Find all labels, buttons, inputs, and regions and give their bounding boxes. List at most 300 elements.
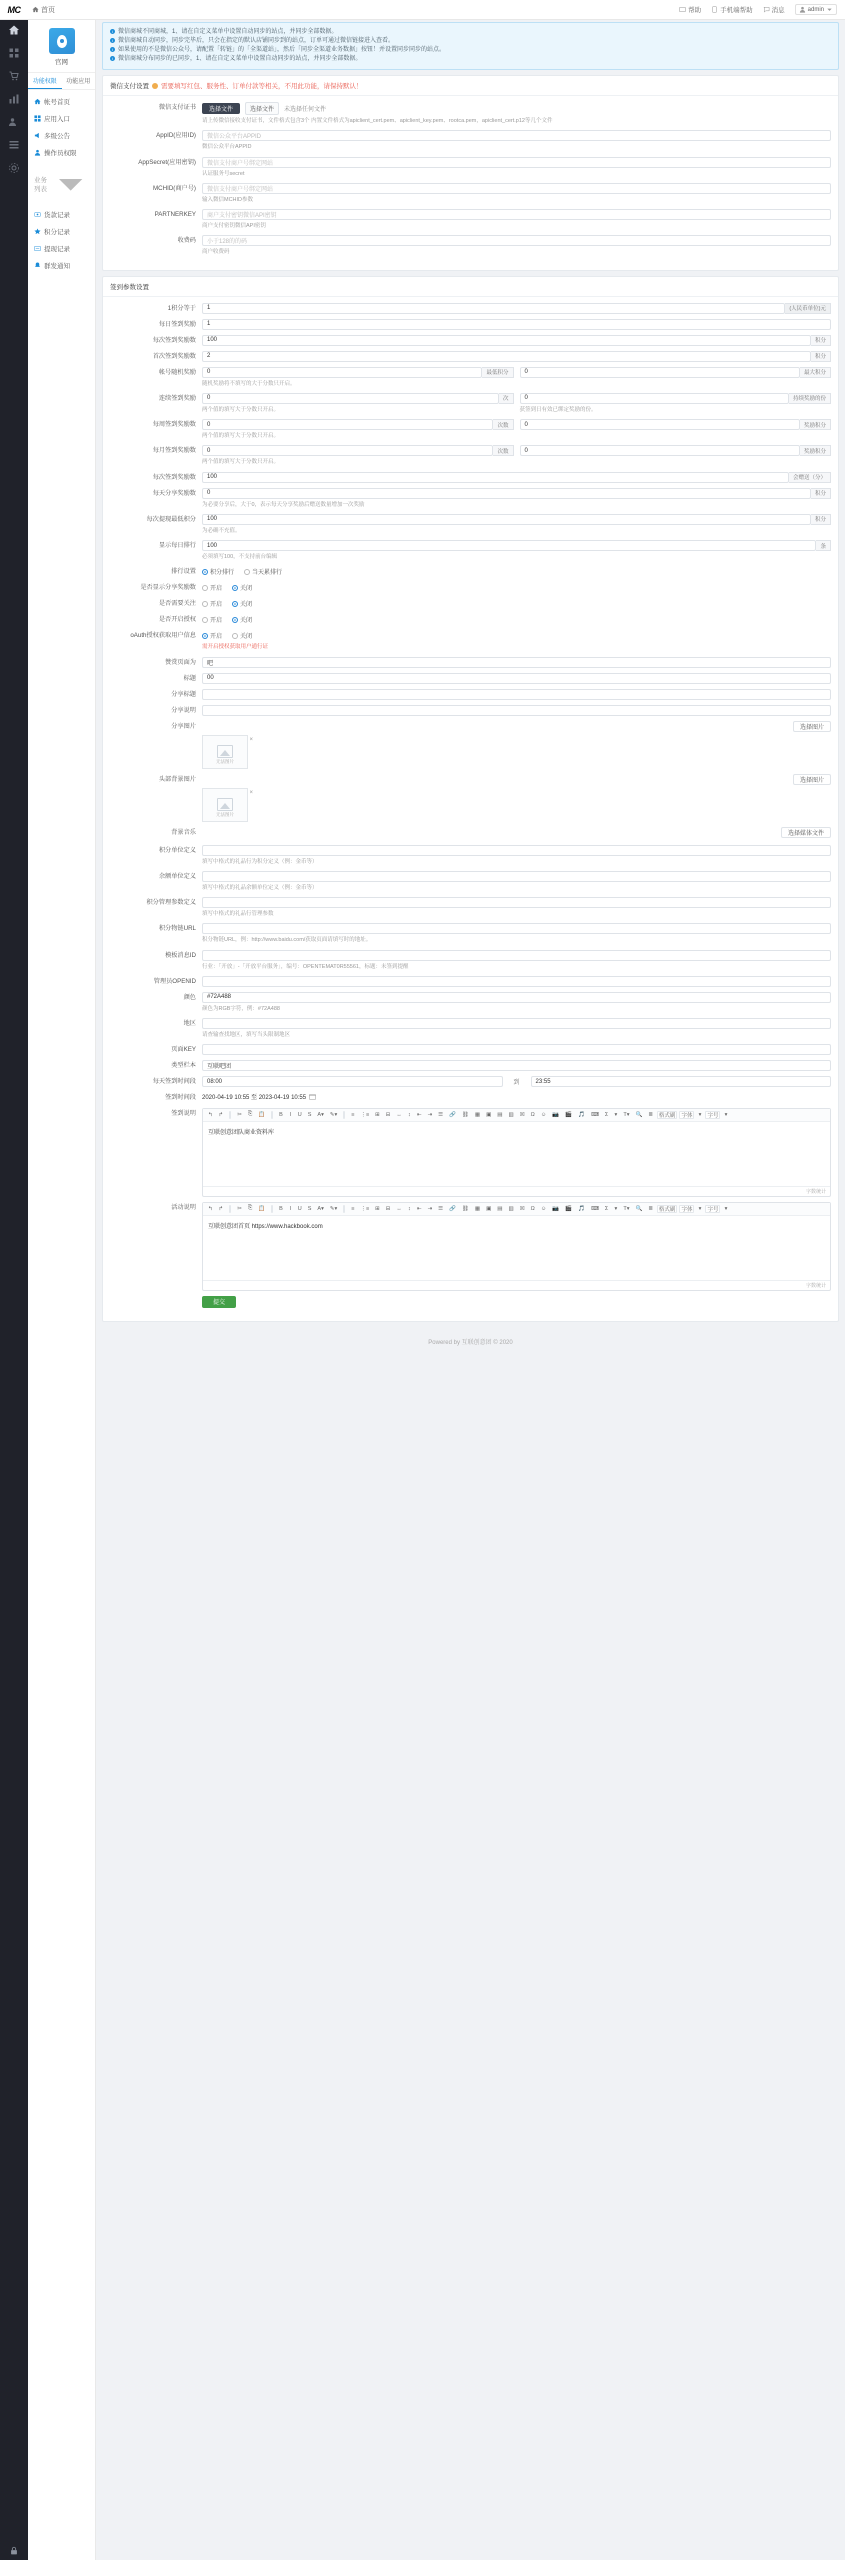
input-balance-unit[interactable]: [202, 871, 831, 882]
search-icon[interactable]: 🔍: [635, 1111, 643, 1118]
mchid-label: MCHID(商户号): [153, 184, 196, 192]
label-header-image: 头部背景图片: [158, 775, 196, 783]
panel-title: 微信支付设置: [110, 83, 149, 90]
formula-icon[interactable]: Σ: [604, 1205, 609, 1212]
choose-header-image-button[interactable]: 选择图片: [793, 774, 831, 785]
hint-share-reward: 为必要分享后，大于0，表示每天分享奖励后赠送数量增加一次奖励: [202, 501, 365, 508]
align-right-icon[interactable]: ⇥: [427, 1111, 433, 1118]
italic-icon[interactable]: I: [289, 1205, 292, 1212]
indent-increase-icon[interactable]: ⊞: [375, 1205, 380, 1212]
list-icon[interactable]: ⋮≡: [360, 1111, 370, 1118]
label-region: 地区: [183, 1020, 196, 1027]
italic-icon[interactable]: I: [289, 1111, 292, 1118]
input-continuous-reward[interactable]: 0: [520, 393, 789, 404]
paragraph-icon[interactable]: T▾: [623, 1111, 630, 1118]
label-continuous-reward: 连续签到奖励: [158, 394, 196, 402]
appsecret-input[interactable]: 微信支付商户号绑定网站: [202, 157, 831, 168]
appid-input[interactable]: 微信公众平台APPID: [202, 130, 831, 141]
sidebar-item-announce[interactable]: 多级公告: [28, 127, 95, 144]
label-admin-openid: 管理员OPENID: [153, 977, 196, 985]
row-share-desc: [110, 705, 831, 716]
table-icon[interactable]: ▦: [474, 1111, 481, 1118]
table-icon[interactable]: ▦: [474, 1205, 481, 1212]
radio-oauth-on[interactable]: 开启: [202, 631, 222, 640]
redo-icon[interactable]: ↱: [218, 1111, 224, 1118]
sidebar-item-broadcast[interactable]: 群发通知: [28, 257, 95, 274]
hint-continuous-2: 获签到日有效已绑定奖励的份。: [519, 406, 597, 413]
hint-points-unit: 填写中格式的礼品行为积分定义（例：金币等）: [202, 858, 318, 865]
chevron-down-icon[interactable]: ▾: [724, 1205, 728, 1212]
spacing-icon[interactable]: ↕: [408, 1205, 411, 1212]
hint-random-reward: 随机奖励将不填写的大于分数只开启。: [202, 380, 296, 387]
row-daily-time-range: [110, 1076, 831, 1087]
label-min-withdraw: 每次提现最低积分: [146, 515, 196, 523]
label-weekly-reward: 每周签到奖励数: [152, 421, 196, 428]
partnerkey-input[interactable]: 商户支付密钥微信API密钥: [202, 209, 831, 220]
label-gift-reward: 每次签到奖励数: [152, 473, 196, 481]
params-panel-title: 签到参数设置: [103, 277, 838, 297]
money-icon: [34, 211, 41, 218]
input-point-value[interactable]: 1: [202, 303, 785, 314]
hint-points-url: 积分物链URL，例：http://www.baidu.com/获取页面请填写时的地址。: [202, 937, 372, 944]
radio-follow-on[interactable]: 开启: [202, 599, 222, 608]
input-random-min[interactable]: 0: [202, 367, 482, 378]
addon-point-value: (人民币单位)元: [785, 303, 831, 314]
sidebar-item-payment-records[interactable]: 货款记录: [28, 206, 95, 223]
choose-media-button[interactable]: 选择媒体文件: [781, 827, 831, 838]
strikethrough-icon[interactable]: S: [307, 1111, 312, 1118]
insert-video-icon[interactable]: 🎬: [565, 1205, 573, 1212]
sidebar-item-home[interactable]: 帐号首页: [28, 93, 95, 110]
input-type-name[interactable]: 互联吧团: [202, 1060, 831, 1071]
row-enable-auth: [110, 614, 831, 625]
underline-icon[interactable]: U: [297, 1111, 302, 1118]
input-points-unit[interactable]: [202, 845, 831, 856]
choose-file-button[interactable]: 选择文件: [245, 102, 279, 115]
row-point-value: [110, 303, 831, 314]
rail-settings-icon[interactable]: [8, 162, 20, 174]
hint-oauth: 需开启授权获取用户通行证: [202, 644, 269, 651]
chevron-down-icon: [52, 165, 89, 202]
admin-menu[interactable]: admin: [795, 4, 837, 15]
emoji-icon[interactable]: ☺: [540, 1111, 547, 1118]
rail-list-icon[interactable]: [8, 139, 20, 151]
notice-line: i 微信商城分布同步的已同步，1、请在自定义菜单中设置自动同步的站点，并同步全部数据。: [110, 55, 831, 64]
addon-each-signin-reward: 积分: [811, 335, 831, 346]
label-first-signin-reward: 首次签到奖励数: [152, 352, 196, 360]
addon-first-signin-reward: 积分: [811, 351, 831, 362]
label-points-param: 积分管理参数定义: [146, 899, 196, 906]
share-image-preview[interactable]: [202, 735, 253, 769]
bulb-icon: [152, 83, 158, 89]
remove-header-image-icon[interactable]: ×: [249, 789, 253, 796]
input-monthly-count[interactable]: 0: [202, 445, 493, 456]
font-size-select[interactable]: 字号: [707, 1112, 719, 1119]
tab-功能权限[interactable]: 功能权限: [28, 73, 62, 89]
mchid-row: [110, 183, 831, 204]
megaphone-icon: [34, 132, 41, 139]
appid-label: AppID(应用ID): [156, 132, 196, 140]
label-each-signin-reward: 每次签到奖励数: [152, 336, 196, 344]
row-share-image: [110, 721, 831, 769]
cert-row: [110, 102, 831, 125]
signin-description-body[interactable]: 互联创意团队商业资料库: [208, 1129, 275, 1136]
appsecret-hint: 认证服务号secret: [202, 170, 245, 177]
align-icon[interactable]: ≡: [351, 1205, 355, 1212]
input-first-signin-reward[interactable]: 2: [202, 351, 811, 362]
addon-continuous-reward: 持续奖励的份: [789, 393, 831, 404]
header-image-caption: 无法图片: [216, 811, 234, 817]
cert-label: 微信支付证书: [158, 104, 196, 111]
mobile-icon: [711, 6, 718, 13]
input-time-to[interactable]: 23:55: [531, 1076, 832, 1087]
indent-decrease-icon[interactable]: ⊟: [385, 1111, 391, 1118]
text-color-icon[interactable]: A▾: [317, 1205, 324, 1212]
link-icon[interactable]: 🔗: [449, 1111, 456, 1118]
format-painter-button[interactable]: 格式刷: [658, 1206, 676, 1213]
insert-image-icon[interactable]: 📷: [552, 1205, 560, 1212]
more-icon[interactable]: ▾: [614, 1205, 618, 1212]
emoji-icon[interactable]: ☺: [540, 1205, 547, 1212]
cert-hint: 请上传微信接收支付证书，文件格式包含3个 内置文件格式为apiclient_cert.pem、apiclient_key.pem、rootca.pem，apiclient_cert.p12等几个文件: [202, 118, 553, 124]
fullscreen-icon[interactable]: ≣: [648, 1111, 653, 1118]
header-image-preview[interactable]: [202, 788, 253, 822]
profile-name: 官网: [55, 59, 68, 66]
indent-increase-icon[interactable]: ⊞: [375, 1111, 380, 1118]
hint-continuous-1: 两个值的填写大于分数只开启。: [202, 406, 280, 413]
signin-description-footer: 字数统计: [203, 1186, 830, 1196]
radio-dot-icon: [232, 601, 238, 607]
row-region: [110, 1018, 831, 1039]
label-rank-count: 显示每日排行: [158, 542, 196, 549]
label-praise-page: 赞赏页面为: [165, 658, 196, 666]
input-admin-openid[interactable]: [202, 976, 831, 987]
appsecret-label: AppSecret(应用密钥): [138, 158, 196, 166]
feecode-input[interactable]: 小于128的的码: [202, 235, 831, 246]
row-weekly-reward: [110, 419, 831, 440]
input-continuous-days[interactable]: 0: [202, 393, 499, 404]
sidebar-item-points-records[interactable]: 积分记录: [28, 223, 95, 240]
top-mobile-help-item[interactable]: 手机端帮助: [711, 5, 753, 14]
secondary-sidebar: [28, 0, 96, 2560]
insert-image-icon[interactable]: 📷: [552, 1111, 560, 1118]
partnerkey-hint: 商户支付密钥微信API密钥: [202, 223, 266, 229]
signin-description-editor[interactable]: [202, 1108, 831, 1197]
input-daily-reward[interactable]: 1: [202, 319, 831, 330]
remove-share-image-icon[interactable]: ×: [249, 736, 253, 743]
table-delete-icon[interactable]: ☒: [519, 1205, 525, 1212]
paragraph-icon[interactable]: T▾: [623, 1205, 630, 1212]
toolbar-separator: [343, 1205, 345, 1213]
input-time-from[interactable]: 08:00: [202, 1076, 503, 1087]
hint-template-id: 行业：「开放」-「开放平台服务」，编号：OPENTEMAT0R55561，标题：未签到提醒: [202, 963, 409, 970]
input-each-signin-reward[interactable]: 100: [202, 335, 811, 346]
align-justify-icon[interactable]: ☰: [438, 1205, 444, 1212]
input-share-reward[interactable]: 0: [202, 488, 811, 499]
input-weekly-count[interactable]: 0: [202, 419, 493, 430]
editor-toolbar-2: [203, 1203, 830, 1216]
hint-monthly: 两个值的填写大于分数只开启。: [202, 459, 280, 466]
help-icon: [679, 6, 686, 13]
lock-icon: [9, 2546, 19, 2556]
rail-lock[interactable]: [0, 2542, 28, 2560]
row-rank-count: [110, 540, 831, 561]
radio-rank-points[interactable]: 积分排行: [202, 567, 234, 576]
label-rank-setting: 排行设置: [171, 568, 196, 576]
input-monthly-reward[interactable]: 0: [520, 445, 800, 456]
insert-video-icon[interactable]: 🎬: [565, 1111, 573, 1118]
spacing-icon[interactable]: ↕: [408, 1111, 411, 1118]
table-col-icon[interactable]: ▤: [497, 1205, 503, 1212]
row-template-id: [110, 950, 831, 971]
input-rank-count[interactable]: 100: [202, 540, 816, 551]
star-icon: [34, 228, 41, 235]
row-points-url: [110, 923, 831, 944]
label-enable-auth: 是否开启授权: [158, 616, 196, 624]
label-point-value: 1积分等于: [167, 304, 196, 312]
table-delete-icon[interactable]: ☒: [519, 1111, 525, 1118]
label-daily-reward: 每日签到奖励: [158, 320, 196, 328]
top-home-item[interactable]: 首页: [32, 5, 55, 15]
special-char-icon[interactable]: Ω: [530, 1205, 535, 1212]
signin-params-panel: [102, 276, 839, 1322]
list-icon[interactable]: ⋮≡: [360, 1205, 370, 1212]
bold-icon[interactable]: B: [279, 1111, 283, 1118]
row-points-unit: [110, 845, 831, 866]
special-char-icon[interactable]: Ω: [530, 1111, 535, 1118]
input-share-title[interactable]: [202, 689, 831, 700]
label-title: 标题: [183, 674, 196, 682]
font-family-select[interactable]: 字体: [681, 1112, 693, 1119]
input-weekly-reward[interactable]: 0: [520, 419, 800, 430]
line-height-icon[interactable]: ↔: [396, 1111, 402, 1118]
label-points-unit: 积分单位定义: [158, 846, 196, 854]
copy-icon[interactable]: ⎘: [247, 1111, 253, 1118]
highlight-icon[interactable]: ✎▾: [329, 1205, 338, 1212]
top-bar-right: [679, 4, 845, 15]
row-submit: [110, 1296, 831, 1308]
bell-icon: [34, 262, 41, 269]
align-left-icon[interactable]: ⇤: [416, 1111, 422, 1118]
font-size-select[interactable]: 字号: [707, 1206, 719, 1213]
insert-audio-icon[interactable]: 🎵: [578, 1205, 585, 1212]
wechat-pay-panel-header: [103, 76, 838, 96]
user-icon: [34, 149, 41, 156]
align-left-icon[interactable]: ⇤: [416, 1205, 422, 1212]
radio-show-share-on[interactable]: 开启: [202, 583, 222, 592]
input-page-key[interactable]: [202, 1044, 831, 1055]
input-share-desc[interactable]: [202, 705, 831, 716]
radio-oauth-off[interactable]: 关闭: [232, 631, 252, 640]
formula-icon[interactable]: Σ: [604, 1111, 609, 1118]
feecode-label: 收费码: [177, 237, 196, 245]
appid-row: [110, 130, 831, 151]
radio-dot-icon: [232, 633, 238, 639]
sidebar-item-withdraw-records[interactable]: 提现记录: [28, 240, 95, 257]
label-share-desc: 分享说明: [171, 706, 196, 714]
text-signin-date-range: 2020-04-19 10:55 至 2023-04-19 10:55: [202, 1095, 307, 1102]
align-right-icon[interactable]: ⇥: [427, 1205, 433, 1212]
input-title[interactable]: 00: [202, 673, 831, 684]
paste-icon[interactable]: 📋: [258, 1205, 266, 1212]
rail-apps-icon[interactable]: [8, 47, 20, 59]
label-share-title: 分享标题: [171, 690, 196, 698]
table-col-icon[interactable]: ▤: [497, 1111, 503, 1118]
input-random-max[interactable]: 0: [520, 367, 800, 378]
radio-rank-today[interactable]: 当天累排行: [244, 567, 282, 576]
chevron-down-icon[interactable]: ▾: [698, 1111, 702, 1118]
rail-home-icon[interactable]: [8, 24, 20, 36]
highlight-icon[interactable]: ✎▾: [329, 1111, 338, 1118]
tab-功能应用[interactable]: 功能应用: [66, 79, 91, 85]
link-icon[interactable]: 🔗: [449, 1205, 456, 1212]
hint-rank-count: 必须填写100，不支持前台编辑: [202, 554, 278, 560]
row-require-follow: [110, 598, 831, 609]
chevron-down-icon: [826, 6, 833, 13]
chevron-down-icon[interactable]: ▾: [724, 1111, 728, 1118]
redo-icon[interactable]: ↱: [218, 1205, 224, 1212]
editor-toolbar-1: [203, 1109, 830, 1122]
row-each-signin-reward: [110, 335, 831, 346]
underline-icon[interactable]: U: [297, 1205, 302, 1212]
insert-audio-icon[interactable]: 🎵: [578, 1111, 585, 1118]
code-icon[interactable]: ⌨: [590, 1111, 599, 1118]
paste-icon[interactable]: 📋: [258, 1111, 266, 1118]
no-file-text: 未选择任何文件: [284, 107, 327, 113]
copy-icon[interactable]: ⎘: [247, 1205, 253, 1212]
info-icon: i: [110, 56, 115, 61]
top-message-item[interactable]: 消息: [763, 5, 785, 14]
upload-cert-button[interactable]: 选择文件: [202, 103, 240, 114]
text-color-icon[interactable]: A▾: [317, 1111, 324, 1118]
label-daily-time-range: 每天签到时间段: [152, 1078, 196, 1086]
search-icon[interactable]: 🔍: [635, 1205, 643, 1212]
activity-description-editor[interactable]: [202, 1202, 831, 1291]
notice-box: [102, 22, 839, 70]
table-row-icon[interactable]: ▣: [486, 1205, 492, 1212]
strikethrough-icon[interactable]: S: [307, 1205, 312, 1212]
row-admin-openid: [110, 976, 831, 987]
image-placeholder-icon: [217, 798, 233, 811]
label-signin-date-range: 签到时间段: [165, 1094, 196, 1102]
align-justify-icon[interactable]: ☰: [438, 1111, 444, 1118]
undo-icon[interactable]: ↰: [208, 1111, 213, 1118]
indent-decrease-icon[interactable]: ⊟: [385, 1205, 391, 1212]
label-template-id: 模板消息ID: [165, 951, 196, 959]
undo-icon[interactable]: ↰: [208, 1205, 213, 1212]
hint-weekly: 两个值的填写大于分数只开启。: [202, 433, 280, 439]
cut-icon[interactable]: ✂: [237, 1111, 242, 1118]
info-icon: i: [110, 29, 115, 34]
format-painter-button[interactable]: 格式刷: [658, 1112, 676, 1119]
table-merge-icon[interactable]: ▥: [508, 1205, 514, 1212]
home-icon: [34, 98, 41, 105]
unlink-icon[interactable]: ⛓: [461, 1205, 469, 1212]
notice-line: i 如果使用的不是微信公众号，请配置「转链」的「全渠道站」，然后「同步全渠道业务数据」按钮！并设置同步同步的站点。: [110, 46, 831, 55]
bold-icon[interactable]: B: [279, 1205, 283, 1212]
label-page-key: 页面KEY: [171, 1046, 196, 1054]
image-placeholder-icon: [217, 745, 233, 758]
rail-cart-icon[interactable]: [8, 70, 20, 82]
home-icon: [32, 6, 39, 13]
label-color: 颜色: [183, 993, 196, 1001]
rail-chart-icon[interactable]: [8, 93, 20, 105]
align-icon[interactable]: ≡: [351, 1111, 355, 1118]
label-balance-unit: 余额单位定义: [158, 872, 196, 880]
code-icon[interactable]: ⌨: [590, 1205, 599, 1212]
line-height-icon[interactable]: ↔: [396, 1205, 402, 1212]
addon-continuous-days: 次: [499, 393, 514, 404]
fullscreen-icon[interactable]: ≣: [648, 1205, 653, 1212]
sidebar-group-business[interactable]: 业务列表: [28, 161, 95, 206]
location-pin-icon: [57, 35, 67, 48]
row-signin-date-range: [110, 1092, 831, 1103]
sidebar-profile: [28, 20, 95, 72]
radio-dot-icon: [202, 617, 208, 623]
radio-follow-off[interactable]: 关闭: [232, 599, 252, 608]
row-praise-page: [110, 657, 831, 668]
table-merge-icon[interactable]: ▥: [508, 1111, 514, 1118]
top-bar: [0, 0, 845, 20]
sidebar-item-entry[interactable]: 应用入口: [28, 110, 95, 127]
unlink-icon[interactable]: ⛓: [461, 1111, 469, 1118]
submit-button[interactable]: 提交: [202, 1296, 236, 1308]
row-bgm: [110, 827, 831, 840]
radio-show-share-off[interactable]: 关闭: [232, 583, 252, 592]
input-region[interactable]: [202, 1018, 831, 1029]
brand-logo[interactable]: MC: [7, 4, 21, 15]
mchid-hint: 输入微信MCHID参数: [202, 196, 254, 203]
chevron-down-icon[interactable]: ▾: [698, 1205, 702, 1212]
input-color[interactable]: #72A488: [202, 992, 831, 1003]
toolbar-separator: [229, 1111, 231, 1119]
sidebar-item-operator[interactable]: 操作员权限: [28, 144, 95, 161]
label-activity-description: 活动说明: [171, 1203, 196, 1211]
rail-users-icon[interactable]: [8, 116, 20, 128]
hint-region: 请查输查找地区，填写当头限制地区: [202, 1032, 291, 1038]
mchid-input[interactable]: 微信支付商户号绑定网站: [202, 183, 831, 194]
row-gift-reward: [110, 472, 831, 483]
font-family-select[interactable]: 字体: [681, 1206, 693, 1213]
input-praise-page[interactable]: 吧: [202, 657, 831, 668]
notice-line: i 微信商城自动同步，同步完毕后，只会在指定的默认店铺同步到的站点，订单可通过微信链接进入查看。: [110, 37, 831, 46]
row-rank-setting: [110, 566, 831, 577]
radio-auth-off[interactable]: 关闭: [232, 615, 252, 624]
top-help-item[interactable]: 帮助: [679, 5, 701, 14]
row-share-title: [110, 689, 831, 700]
radio-auth-on[interactable]: 开启: [202, 615, 222, 624]
hint-color: 颜色为RGB字符，例：#72A488: [202, 1005, 280, 1012]
row-oauth-userinfo: [110, 630, 831, 651]
cut-icon[interactable]: ✂: [237, 1205, 242, 1212]
input-template-id[interactable]: [202, 950, 831, 961]
input-points-url[interactable]: [202, 923, 831, 934]
calendar-icon[interactable]: [309, 1093, 316, 1100]
more-icon[interactable]: ▾: [614, 1111, 618, 1118]
label-require-follow: 是否需要关注: [158, 600, 196, 608]
input-points-param[interactable]: [202, 897, 831, 908]
activity-description-body[interactable]: 互联创意团首页 https://www.hackbook.com: [208, 1223, 323, 1230]
row-first-signin-reward: [110, 351, 831, 362]
hint-balance-unit: 填写中格式的礼品余额单位定义（例：金币等）: [202, 884, 318, 891]
addon-weekly-count: 次数: [493, 419, 513, 430]
input-min-withdraw[interactable]: 100: [202, 514, 811, 525]
table-row-icon[interactable]: ▣: [486, 1111, 492, 1118]
choose-share-image-button[interactable]: 选择图片: [793, 721, 831, 732]
addon-min-withdraw: 积分: [811, 514, 831, 525]
input-gift-reward[interactable]: 100: [202, 472, 789, 483]
row-daily-reward: [110, 319, 831, 330]
